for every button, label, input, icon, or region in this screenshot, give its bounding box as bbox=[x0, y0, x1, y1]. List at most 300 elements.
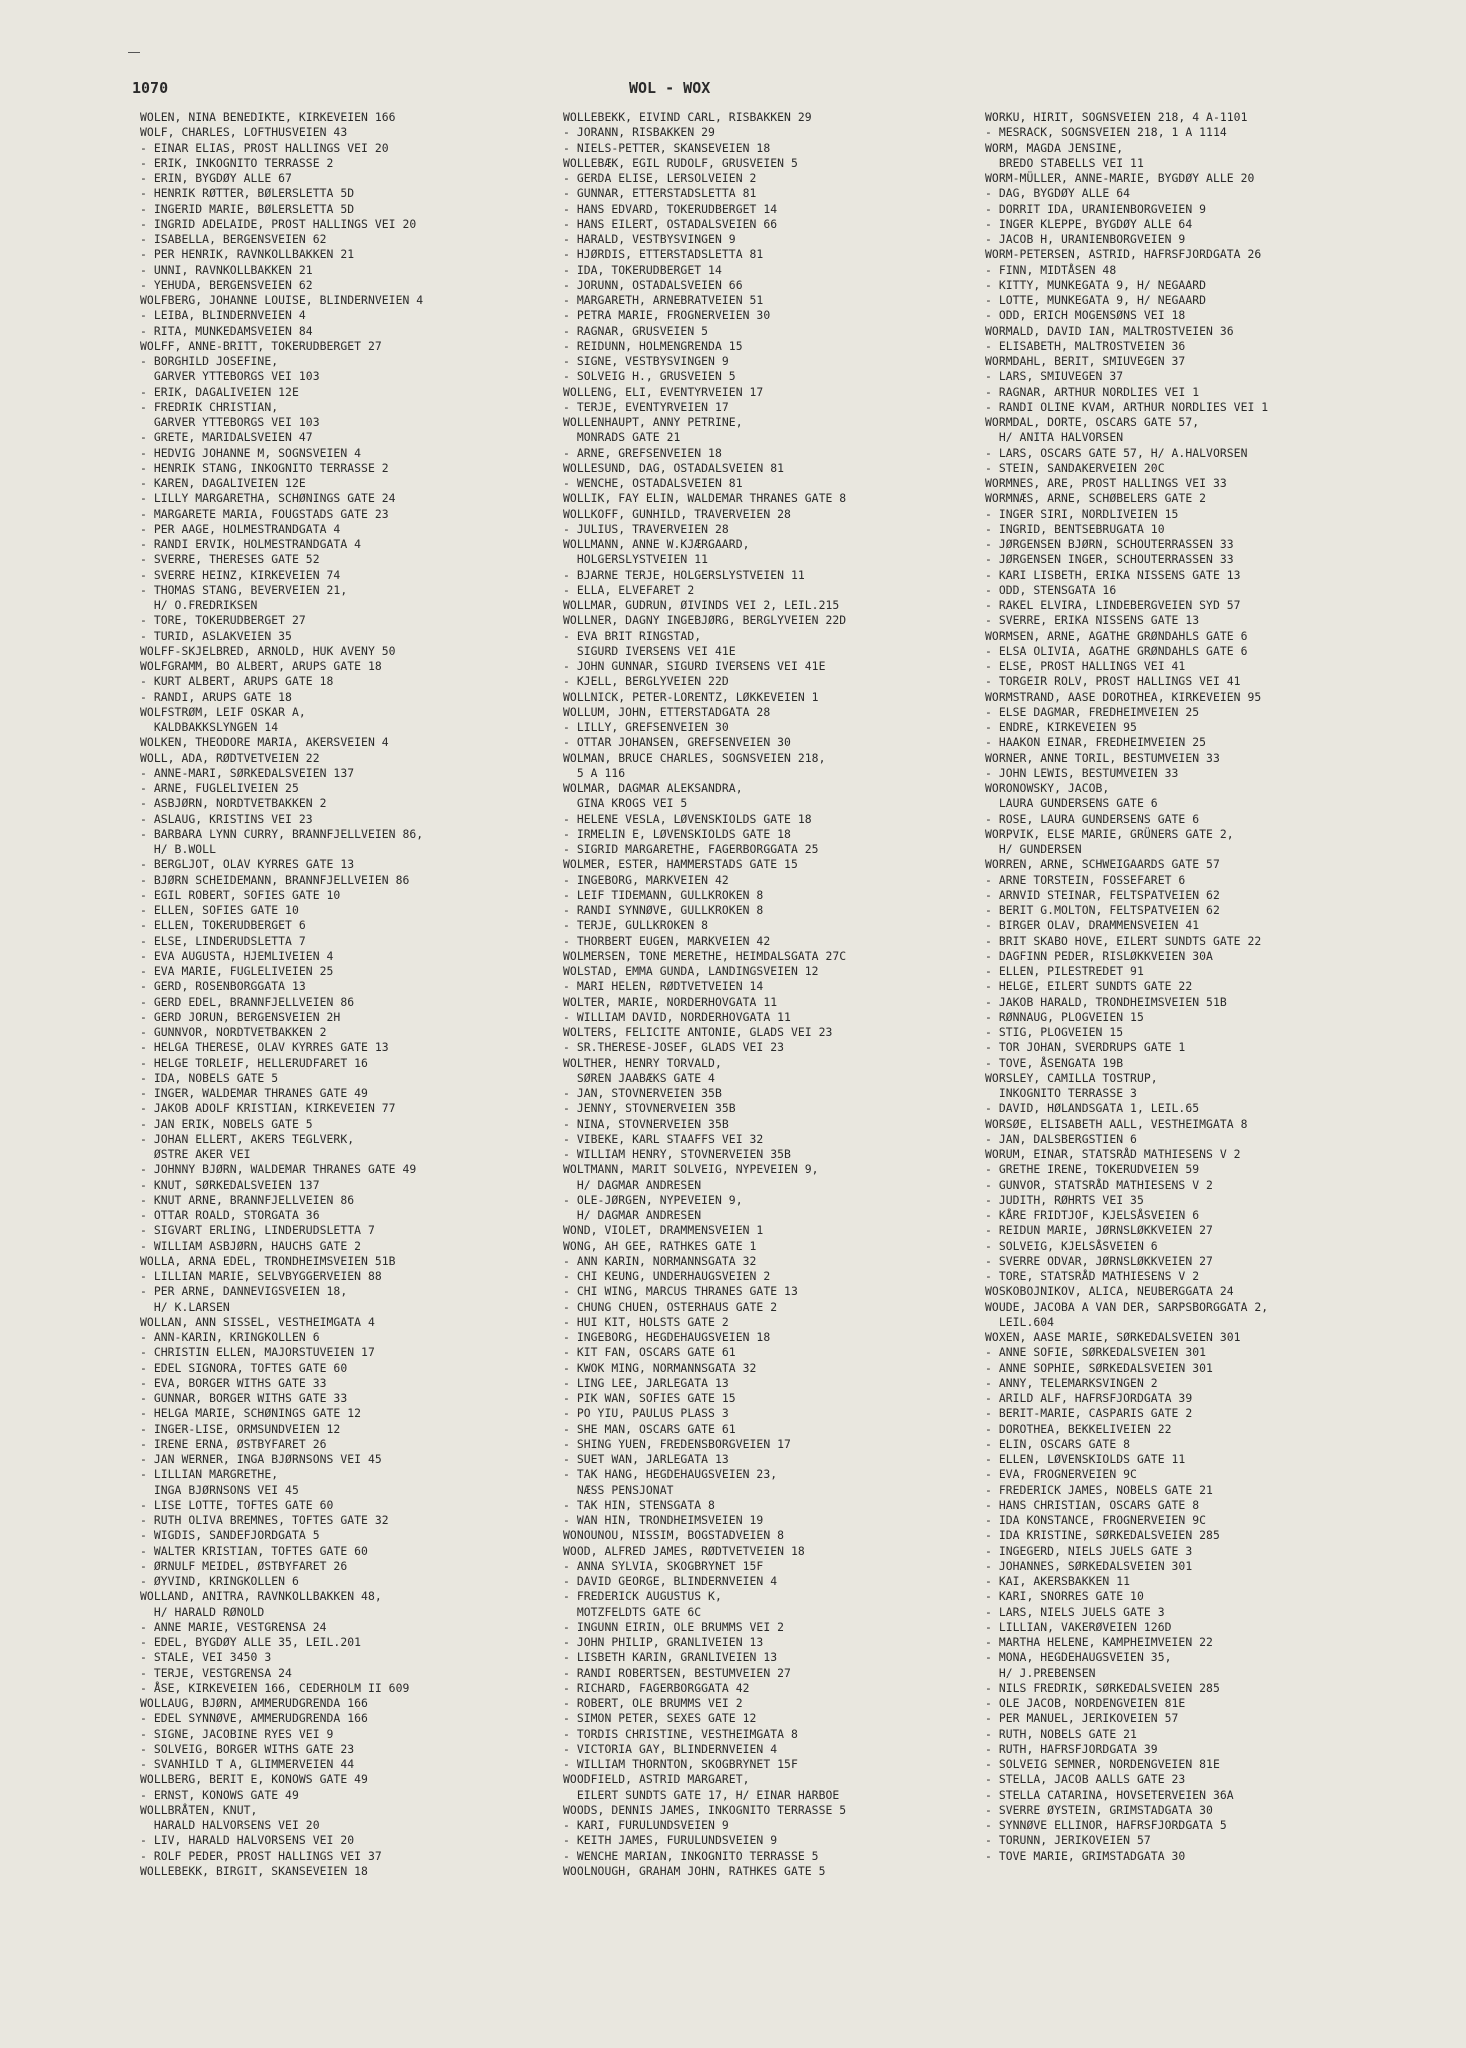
directory-entry: - LISE LOTTE, TOFTES GATE 60 bbox=[140, 1497, 334, 1512]
directory-entry: - INGUNN EIRIN, OLE BRUMMS VEI 2 bbox=[563, 1619, 785, 1634]
directory-entry: - WAN HIN, TRONDHEIMSVEIEN 19 bbox=[563, 1513, 764, 1527]
directory-entry: - EVA, BORGER WITHS GATE 33 bbox=[140, 1375, 327, 1390]
directory-entry: - WILLIAM DAVID, NORDERHOVGATA 11 bbox=[563, 1009, 791, 1024]
directory-entry: - LEIF TIDEMANN, GULLKROKEN 8 bbox=[563, 887, 764, 902]
directory-entry: - ÅSE, KIRKEVEIEN 166, CEDERHOLM II 609 bbox=[140, 1680, 410, 1695]
directory-entry: - IDA KRISTINE, SØRKEDALSVEIEN 285 bbox=[985, 1528, 1220, 1543]
directory-entry: - ANNE MARIE, VESTGRENSA 24 bbox=[140, 1619, 327, 1634]
directory-entry: GARVER YTTEBORGS VEI 103 bbox=[140, 415, 320, 429]
directory-entry: - STELLA, JACOB AALLS GATE 23 bbox=[985, 1772, 1186, 1787]
directory-entry: - HANS EDVARD, TOKERUDBERGET 14 bbox=[563, 201, 778, 216]
directory-entry: - GERD JORUN, BERGENSVEIEN 2H bbox=[140, 1009, 341, 1024]
directory-entry: - LILLY MARGARETHA, SCHØNINGS GATE 24 bbox=[140, 491, 396, 506]
directory-entry: KALDBAKKSLYNGEN 14 bbox=[140, 720, 279, 734]
directory-entry: - KWOK MING, NORMANNSGATA 32 bbox=[563, 1360, 757, 1375]
directory-entry: - JORUNN, OSTADALSVEIEN 66 bbox=[563, 277, 743, 292]
directory-entry: - INGERID MARIE, BØLERSLETTA 5D bbox=[140, 201, 355, 216]
directory-entry: - RAGNAR, GRUSVEIEN 5 bbox=[563, 323, 709, 338]
directory-entry: - KEITH JAMES, FURULUNDSVEIEN 9 bbox=[563, 1833, 778, 1848]
directory-entry: WOLLNER, DAGNY INGEBJØRG, BERGLYVEIEN 22D bbox=[563, 613, 847, 628]
directory-entry: - DAVID, HØLANDSGATA 1, LEIL.65 bbox=[985, 1101, 1200, 1116]
directory-entry: - JAN, DALSBERGSTIEN 6 bbox=[985, 1131, 1137, 1146]
directory-entry: - RUTH, NOBELS GATE 21 bbox=[985, 1726, 1137, 1741]
directory-entry: - JACOB H, URANIENBORGVEIEN 9 bbox=[985, 232, 1186, 246]
directory-entry: WOLLEBEKK, EIVIND CARL, RISBAKKEN 29 bbox=[563, 110, 812, 124]
directory-entry: WOOD, ALFRED JAMES, RØDTVETVEIEN 18 bbox=[563, 1543, 805, 1558]
directory-entry: - INGRID, BENTSEBRUGATA 10 bbox=[985, 521, 1165, 536]
directory-entry: - JOHAN ELLERT, AKERS TEGLVERK, bbox=[140, 1131, 355, 1146]
directory-entry: NÆSS PENSJONAT bbox=[563, 1482, 674, 1497]
directory-entry: WORMSTRAND, AASE DOROTHEA, KIRKEVEIEN 95 bbox=[985, 689, 1262, 704]
directory-entry: - HANS EILERT, OSTADALSVEIEN 66 bbox=[563, 216, 778, 231]
directory-entry: - ROSE, LAURA GUNDERSENS GATE 6 bbox=[985, 811, 1200, 826]
directory-entry: - SUET WAN, JARLEGATA 13 bbox=[563, 1452, 729, 1466]
directory-entry: - WENCHE, OSTADALSVEIEN 81 bbox=[563, 476, 743, 490]
directory-entry: - INGER KLEPPE, BYGDØY ALLE 64 bbox=[985, 216, 1193, 231]
directory-entry: - SYNNØVE ELLINOR, HAFRSFJORDGATA 5 bbox=[985, 1818, 1227, 1832]
directory-entry: - LARS, SMIUVEGEN 37 bbox=[985, 369, 1124, 384]
directory-entry: WOLLKOFF, GUNHILD, TRAVERVEIEN 28 bbox=[563, 506, 791, 521]
directory-entry: - JENNY, STOVNERVEIEN 35B bbox=[563, 1101, 736, 1116]
directory-entry: WOLLMAR, GUDRUN, ØIVINDS VEI 2, LEIL.215 bbox=[563, 598, 840, 612]
directory-entry: - ARNVID STEINAR, FELTSPATVEIEN 62 bbox=[985, 887, 1220, 902]
directory-entry: WORMALD, DAVID IAN, MALTROSTVEIEN 36 bbox=[985, 323, 1234, 338]
directory-entry: WOLMAN, BRUCE CHARLES, SOGNSVEIEN 218, bbox=[563, 750, 826, 765]
directory-entry: WOLLIK, FAY ELIN, WALDEMAR THRANES GATE 8 bbox=[563, 491, 847, 506]
directory-entry: - LILLIAN MARGRETHE, bbox=[140, 1467, 279, 1482]
directory-entry: - ØRNULF MEIDEL, ØSTBYFARET 26 bbox=[140, 1558, 348, 1573]
directory-entry: - CHI WING, MARCUS THRANES GATE 13 bbox=[563, 1284, 798, 1299]
directory-entry: - ANNE-MARI, SØRKEDALSVEIEN 137 bbox=[140, 765, 355, 780]
directory-entry: - EVA, FROGNERVEIEN 9C bbox=[985, 1467, 1137, 1482]
directory-entry: - ROLF PEDER, PROST HALLINGS VEI 37 bbox=[140, 1848, 382, 1863]
directory-entry: - REIDUNN, HOLMENGRENDA 15 bbox=[563, 338, 743, 353]
directory-entry: - EVA BRIT RINGSTAD, bbox=[563, 628, 702, 643]
directory-entry: WOLFSTRØM, LEIF OSKAR A, bbox=[140, 704, 306, 719]
directory-entry: - RØNNAUG, PLOGVEIEN 15 bbox=[985, 1009, 1144, 1024]
directory-entry: - YEHUDA, BERGENSVEIEN 62 bbox=[140, 277, 313, 292]
directory-entry: GARVER YTTEBORGS VEI 103 bbox=[140, 369, 320, 384]
page-number: 1070 bbox=[132, 79, 169, 97]
directory-entry: - HARALD, VESTBYSVINGEN 9 bbox=[563, 232, 736, 246]
directory-entry: - JORANN, RISBAKKEN 29 bbox=[563, 125, 715, 140]
directory-entry: - RANDI ERVIK, HOLMESTRANDGATA 4 bbox=[140, 537, 362, 551]
directory-entry: - VICTORIA GAY, BLINDERNVEIEN 4 bbox=[563, 1741, 778, 1756]
directory-entry: - TERJE, GULLKROKEN 8 bbox=[563, 918, 709, 933]
directory-entry: - NIELS-PETTER, SKANSEVEIEN 18 bbox=[563, 140, 771, 155]
directory-entry: - EVA MARIE, FUGLELIVEIEN 25 bbox=[140, 964, 334, 978]
directory-entry: WOLLENG, ELI, EVENTYRVEIEN 17 bbox=[563, 384, 764, 399]
directory-entry: - IDA, TOKERUDBERGET 14 bbox=[563, 262, 722, 277]
directory-entry: - KARI, SNORRES GATE 10 bbox=[985, 1589, 1144, 1604]
directory-entry: - BIRGER OLAV, DRAMMENSVEIEN 41 bbox=[985, 918, 1200, 933]
directory-entry: - LOTTE, MUNKEGATA 9, H/ NEGAARD bbox=[985, 293, 1207, 307]
directory-entry: H/ GUNDERSEN bbox=[985, 842, 1082, 856]
directory-entry: - BERGLJOT, OLAV KYRRES GATE 13 bbox=[140, 857, 355, 872]
directory-entry: - GERD EDEL, BRANNFJELLVEIEN 86 bbox=[140, 994, 355, 1009]
directory-entry: - BJØRN SCHEIDEMANN, BRANNFJELLVEIEN 86 bbox=[140, 872, 410, 887]
directory-entry: - INGEBORG, HEGDEHAUGSVEIEN 18 bbox=[563, 1330, 771, 1344]
directory-entry: - PO YIU, PAULUS PLASS 3 bbox=[563, 1406, 729, 1421]
directory-entry: - GUNNVOR, NORDTVETBAKKEN 2 bbox=[140, 1025, 327, 1039]
directory-entry: - DAGFINN PEDER, RISLØKKVEIEN 30A bbox=[985, 948, 1213, 963]
directory-entry: WORMSEN, ARNE, AGATHE GRØNDAHLS GATE 6 bbox=[985, 628, 1248, 643]
directory-entry: - KAI, AKERSBAKKEN 11 bbox=[985, 1574, 1131, 1588]
directory-entry: - MARI HELEN, RØDTVETVEIEN 14 bbox=[563, 979, 764, 994]
directory-entry: - UNNI, RAVNKOLLBAKKEN 21 bbox=[140, 262, 313, 277]
directory-entry: WOND, VIOLET, DRAMMENSVEIEN 1 bbox=[563, 1223, 764, 1238]
directory-entry: - OLE-JØRGEN, NYPEVEIEN 9, bbox=[563, 1192, 743, 1207]
directory-entry: WOLFGRAMM, BO ALBERT, ARUPS GATE 18 bbox=[140, 659, 382, 673]
directory-entry: - KJELL, BERGLYVEIEN 22D bbox=[563, 674, 729, 689]
directory-entry: - ODD, ERICH MOGENSØNS VEI 18 bbox=[985, 308, 1186, 323]
directory-entry: WORSØE, ELISABETH AALL, VESTHEIMGATA 8 bbox=[985, 1116, 1248, 1131]
directory-entry: - JØRGENSEN BJØRN, SCHOUTERRASSEN 33 bbox=[985, 537, 1234, 551]
directory-entry: - SR.THERESE-JOSEF, GLADS VEI 23 bbox=[563, 1040, 785, 1055]
directory-entry: - ROBERT, OLE BRUMMS VEI 2 bbox=[563, 1696, 743, 1710]
directory-entry: - GUNVOR, STATSRÅD MATHIESENS V 2 bbox=[985, 1177, 1213, 1192]
directory-entry: - JOHN PHILIP, GRANLIVEIEN 13 bbox=[563, 1635, 764, 1649]
directory-entry: - KURT ALBERT, ARUPS GATE 18 bbox=[140, 674, 334, 689]
directory-entry: - LIV, HARALD HALVORSENS VEI 20 bbox=[140, 1833, 355, 1848]
directory-entry: - BARBARA LYNN CURRY, BRANNFJELLVEIEN 86, bbox=[140, 826, 424, 841]
directory-entry: - EINAR ELIAS, PROST HALLINGS VEI 20 bbox=[140, 140, 389, 155]
directory-entry: MONRADS GATE 21 bbox=[563, 430, 681, 445]
directory-entry: - KNUT, SØRKEDALSVEIEN 137 bbox=[140, 1177, 320, 1192]
directory-entry: - MARTHA HELENE, KAMPHEIMVEIEN 22 bbox=[985, 1635, 1213, 1649]
directory-entry: - ERIN, BYGDØY ALLE 67 bbox=[140, 171, 292, 185]
directory-entry: - KARI, FURULUNDSVEIEN 9 bbox=[563, 1818, 729, 1832]
directory-entry: - SVERRE ØYSTEIN, GRIMSTADGATA 30 bbox=[985, 1802, 1213, 1817]
directory-entry: - PIK WAN, SOFIES GATE 15 bbox=[563, 1391, 736, 1405]
directory-entry: - LILLY, GREFSENVEIEN 30 bbox=[563, 720, 729, 734]
directory-entry: WOLLAN, ANN SISSEL, VESTHEIMGATA 4 bbox=[140, 1314, 375, 1329]
directory-entry: - SIGNE, JACOBINE RYES VEI 9 bbox=[140, 1726, 334, 1741]
directory-entry: - KARI LISBETH, ERIKA NISSENS GATE 13 bbox=[985, 567, 1241, 582]
directory-entry: - CHRISTIN ELLEN, MAJORSTUVEIEN 17 bbox=[140, 1345, 375, 1360]
directory-entry: WOXEN, AASE MARIE, SØRKEDALSVEIEN 301 bbox=[985, 1330, 1241, 1344]
directory-entry: - BERIT-MARIE, CASPARIS GATE 2 bbox=[985, 1406, 1193, 1421]
directory-entry: - IDA, NOBELS GATE 5 bbox=[140, 1070, 279, 1085]
directory-entry: - ØYVIND, KRINGKOLLEN 6 bbox=[140, 1574, 299, 1588]
directory-entry: - ERIK, DAGALIVEIEN 12E bbox=[140, 384, 299, 399]
directory-entry: - SIGNE, VESTBYSVINGEN 9 bbox=[563, 354, 729, 368]
directory-entry: - RICHARD, FAGERBORGGATA 42 bbox=[563, 1680, 750, 1695]
directory-entry: - REIDUN MARIE, JØRNSLØKKVEIEN 27 bbox=[985, 1223, 1213, 1238]
directory-entry: WORM-PETERSEN, ASTRID, HAFRSFJORDGATA 26 bbox=[985, 247, 1262, 262]
directory-entry: - RITA, MUNKEDAMSVEIEN 84 bbox=[140, 323, 313, 338]
directory-entry: - ODD, STENSGATA 16 bbox=[985, 582, 1117, 597]
directory-entry: 5 A 116 bbox=[563, 765, 626, 780]
directory-entry: - STALE, VEI 3450 3 bbox=[140, 1650, 272, 1665]
directory-entry: - DAVID GEORGE, BLINDERNVEIEN 4 bbox=[563, 1574, 778, 1588]
directory-entry: - ASBJØRN, NORDTVETBAKKEN 2 bbox=[140, 796, 327, 811]
directory-entry: SØREN JAABÆKS GATE 4 bbox=[563, 1070, 715, 1085]
directory-entry: - JAN WERNER, INGA BJØRNSONS VEI 45 bbox=[140, 1452, 382, 1466]
directory-entry: - SIGVART ERLING, LINDERUDSLETTA 7 bbox=[140, 1223, 375, 1238]
directory-entry: - ELSE, PROST HALLINGS VEI 41 bbox=[985, 659, 1186, 673]
directory-entry: - JAN ERIK, NOBELS GATE 5 bbox=[140, 1116, 313, 1131]
directory-entry: WOLL, ADA, RØDTVETVEIEN 22 bbox=[140, 750, 320, 765]
directory-entry: - HUI KIT, HOLSTS GATE 2 bbox=[563, 1314, 729, 1329]
directory-entry: - SVANHILD T A, GLIMMERVEIEN 44 bbox=[140, 1757, 355, 1771]
directory-entry: - SOLVEIG, KJELSÅSVEIEN 6 bbox=[985, 1238, 1158, 1253]
directory-entry: - ELSE, LINDERUDSLETTA 7 bbox=[140, 933, 306, 948]
directory-entry: - FREDERICK JAMES, NOBELS GATE 21 bbox=[985, 1482, 1213, 1497]
directory-entry: - PER HENRIK, RAVNKOLLBAKKEN 21 bbox=[140, 247, 355, 262]
directory-entry: WORMNÆS, ARNE, SCHØBELERS GATE 2 bbox=[985, 491, 1207, 506]
directory-entry: WOLLUM, JOHN, ETTERSTADGATA 28 bbox=[563, 704, 771, 719]
directory-entry: - IRMELIN E, LØVENSKIOLDS GATE 18 bbox=[563, 826, 791, 841]
directory-entry: - IDA KONSTANCE, FROGNERVEIEN 9C bbox=[985, 1513, 1207, 1527]
directory-entry: - JØRGENSEN INGER, SCHOUTERRASSEN 33 bbox=[985, 552, 1234, 567]
directory-entry: WOLFF, ANNE-BRITT, TOKERUDBERGET 27 bbox=[140, 338, 382, 353]
directory-entry: WOLLESUND, DAG, OSTADALSVEIEN 81 bbox=[563, 460, 785, 475]
directory-entry: INGA BJØRNSONS VEI 45 bbox=[140, 1482, 299, 1497]
directory-entry: - STIG, PLOGVEIEN 15 bbox=[985, 1025, 1124, 1039]
directory-entry: - SIGRID MARGARETHE, FAGERBORGGATA 25 bbox=[563, 842, 819, 856]
directory-entry: - KIT FAN, OSCARS GATE 61 bbox=[563, 1345, 736, 1360]
directory-entry: - PER ARNE, DANNEVIGSVEIEN 18, bbox=[140, 1284, 348, 1299]
directory-entry: - KÅRE FRIDTJOF, KJELSÅSVEIEN 6 bbox=[985, 1208, 1200, 1222]
directory-entry: - EGIL ROBERT, SOFIES GATE 10 bbox=[140, 887, 341, 902]
directory-entry: WOLLEBÆK, EGIL RUDOLF, GRUSVEIEN 5 bbox=[563, 155, 798, 170]
directory-entry: - ELIN, OSCARS GATE 8 bbox=[985, 1436, 1131, 1451]
directory-entry: - KAREN, DAGALIVEIEN 12E bbox=[140, 476, 306, 490]
directory-entry: - TAK HIN, STENSGATA 8 bbox=[563, 1497, 715, 1512]
directory-entry: - SOLVEIG, BORGER WITHS GATE 23 bbox=[140, 1741, 355, 1756]
directory-entry: - HENRIK RØTTER, BØLERSLETTA 5D bbox=[140, 186, 355, 201]
directory-entry: - HELGA THERESE, OLAV KYRRES GATE 13 bbox=[140, 1040, 389, 1055]
directory-entry: - GUNNAR, BORGER WITHS GATE 33 bbox=[140, 1391, 348, 1405]
directory-entry: WOLFF-SKJELBRED, ARNOLD, HUK AVENY 50 bbox=[140, 643, 396, 658]
directory-entry: - WILLIAM ASBJØRN, HAUCHS GATE 2 bbox=[140, 1238, 362, 1253]
directory-entry: - HENRIK STANG, INKOGNITO TERRASSE 2 bbox=[140, 460, 389, 475]
directory-entry: WOSKOBOJNIKOV, ALICA, NEUBERGGATA 24 bbox=[985, 1284, 1234, 1299]
directory-entry: - WALTER KRISTIAN, TOFTES GATE 60 bbox=[140, 1543, 368, 1558]
directory-entry: - JOHN LEWIS, BESTUMVEIEN 33 bbox=[985, 765, 1179, 780]
directory-entry: - SOLVEIG H., GRUSVEIEN 5 bbox=[563, 369, 736, 384]
directory-entry: WORONOWSKY, JACOB, bbox=[985, 781, 1110, 795]
directory-entry: - LARS, OSCARS GATE 57, H/ A.HALVORSEN bbox=[985, 445, 1248, 460]
directory-entry: WOLFBERG, JOHANNE LOUISE, BLINDERNVEIEN 4 bbox=[140, 293, 424, 307]
directory-entry: - WILLIAM HENRY, STOVNERVEIEN 35B bbox=[563, 1147, 791, 1161]
directory-entry: - EDEL, BYGDØY ALLE 35, LEIL.201 bbox=[140, 1635, 362, 1649]
directory-entry: - ARNE, GREFSENVEIEN 18 bbox=[563, 445, 722, 460]
directory-entry: - FREDERICK AUGUSTUS K, bbox=[563, 1589, 722, 1604]
directory-entry: WOLLA, ARNA EDEL, TRONDHEIMSVEIEN 51B bbox=[140, 1253, 396, 1268]
directory-entry: - INGER, WALDEMAR THRANES GATE 49 bbox=[140, 1086, 368, 1100]
directory-entry: - JOHANNES, SØRKEDALSVEIEN 301 bbox=[985, 1558, 1193, 1573]
directory-entry: - ELLEN, LØVENSKIOLDS GATE 11 bbox=[985, 1452, 1186, 1466]
directory-entry: WOLTER, MARIE, NORDERHOVGATA 11 bbox=[563, 994, 778, 1009]
directory-entry: WORPVIK, ELSE MARIE, GRÜNERS GATE 2, bbox=[985, 826, 1234, 841]
directory-entry: WOLLAND, ANITRA, RAVNKOLLBAKKEN 48, bbox=[140, 1589, 382, 1604]
directory-entry: - TURID, ASLAKVEIEN 35 bbox=[140, 628, 292, 643]
directory-entry: - TOVE, ÅSENGATA 19B bbox=[985, 1055, 1124, 1070]
directory-entry: - JAKOB ADOLF KRISTIAN, KIRKEVEIEN 77 bbox=[140, 1101, 396, 1116]
directory-entry: - IRENE ERNA, ØSTBYFARET 26 bbox=[140, 1436, 327, 1451]
directory-entry: WOLTMANN, MARIT SOLVEIG, NYPEVEIEN 9, bbox=[563, 1162, 819, 1177]
directory-entry: - ENDRE, KIRKEVEIEN 95 bbox=[985, 720, 1137, 734]
directory-entry: WOLTERS, FELICITE ANTONIE, GLADS VEI 23 bbox=[563, 1025, 833, 1039]
directory-entry: BREDO STABELLS VEI 11 bbox=[985, 155, 1144, 170]
directory-entry: - JAN, STOVNERVEIEN 35B bbox=[563, 1086, 722, 1100]
directory-entry: - LARS, NIELS JUELS GATE 3 bbox=[985, 1604, 1165, 1619]
directory-entry: - ISABELLA, BERGENSVEIEN 62 bbox=[140, 232, 327, 246]
directory-entry: - ANNE SOFIE, SØRKEDALSVEIEN 301 bbox=[985, 1345, 1207, 1360]
directory-entry: - EVA AUGUSTA, HJEMLIVEIEN 4 bbox=[140, 948, 334, 963]
directory-entry: - LEIBA, BLINDERNVEIEN 4 bbox=[140, 308, 306, 323]
directory-entry: - DORRIT IDA, URANIENBORGVEIEN 9 bbox=[985, 201, 1207, 216]
directory-entry: WOLLENHAUPT, ANNY PETRINE, bbox=[563, 415, 743, 429]
directory-entry: - THOMAS STANG, BEVERVEIEN 21, bbox=[140, 582, 348, 597]
directory-entry: WOLLEBEKK, BIRGIT, SKANSEVEIEN 18 bbox=[140, 1863, 368, 1878]
directory-entry: - TORDIS CHRISTINE, VESTHEIMGATA 8 bbox=[563, 1726, 798, 1741]
directory-entry: - WIGDIS, SANDEFJORDGATA 5 bbox=[140, 1528, 320, 1543]
directory-entry: - KNUT ARNE, BRANNFJELLVEIEN 86 bbox=[140, 1192, 355, 1207]
directory-entry: WORM-MÜLLER, ANNE-MARIE, BYGDØY ALLE 20 bbox=[985, 171, 1255, 185]
directory-entry: - HEDVIG JOHANNE M, SOGNSVEIEN 4 bbox=[140, 445, 362, 460]
directory-entry: - ARILD ALF, HAFRSFJORDGATA 39 bbox=[985, 1391, 1193, 1405]
directory-entry: - OTTAR JOHANSEN, GREFSENVEIEN 30 bbox=[563, 735, 791, 750]
directory-entry: H/ DAGMAR ANDRESEN bbox=[563, 1177, 702, 1192]
directory-entry: - STELLA CATARINA, HOVSETERVEIEN 36A bbox=[985, 1787, 1234, 1802]
directory-entry: WORSLEY, CAMILLA TOSTRUP, bbox=[985, 1070, 1158, 1085]
directory-entry: - RANDI, ARUPS GATE 18 bbox=[140, 689, 292, 704]
directory-entry: - ERNST, KONOWS GATE 49 bbox=[140, 1787, 299, 1802]
directory-entry: - ERIK, INKOGNITO TERRASSE 2 bbox=[140, 155, 334, 170]
directory-entry: - NINA, STOVNERVEIEN 35B bbox=[563, 1116, 729, 1131]
directory-entry: - CHUNG CHUEN, OSTERHAUS GATE 2 bbox=[563, 1299, 778, 1314]
directory-entry: - LING LEE, JARLEGATA 13 bbox=[563, 1375, 729, 1390]
directory-entry: WORREN, ARNE, SCHWEIGAARDS GATE 57 bbox=[985, 857, 1220, 872]
directory-entry: ØSTRE AKER VEI bbox=[140, 1147, 251, 1161]
directory-entry: WOLKEN, THEODORE MARIA, AKERSVEIEN 4 bbox=[140, 735, 389, 750]
directory-entry: - SHING YUEN, FREDENSBORGVEIEN 17 bbox=[563, 1436, 791, 1451]
directory-entry: - JOHN GUNNAR, SIGURD IVERSENS VEI 41E bbox=[563, 659, 826, 673]
directory-entry: WOLLBERG, BERIT E, KONOWS GATE 49 bbox=[140, 1772, 368, 1787]
directory-entry: - RAGNAR, ARTHUR NORDLIES VEI 1 bbox=[985, 384, 1200, 399]
directory-entry: - EDEL SYNNØVE, AMMERUDGRENDA 166 bbox=[140, 1711, 368, 1726]
directory-entry: WORM, MAGDA JENSINE, bbox=[985, 140, 1124, 155]
directory-entry: LEIL.604 bbox=[985, 1314, 1055, 1329]
directory-entry: HOLGERSLYSTVEIEN 11 bbox=[563, 552, 709, 567]
directory-entry: - HANS CHRISTIAN, OSCARS GATE 8 bbox=[985, 1497, 1200, 1512]
directory-entry: - SOLVEIG SEMNER, NORDENGVEIEN 81E bbox=[985, 1757, 1220, 1771]
directory-entry: - GRETHE IRENE, TOKERUDVEIEN 59 bbox=[985, 1162, 1200, 1177]
directory-entry: - HAAKON EINAR, FREDHEIMVEIEN 25 bbox=[985, 735, 1207, 750]
directory-entry: H/ B.WOLL bbox=[140, 842, 216, 856]
directory-entry: - BERIT G.MOLTON, FELTSPATVEIEN 62 bbox=[985, 903, 1220, 917]
directory-entry: - RANDI OLINE KVAM, ARTHUR NORDLIES VEI 1 bbox=[985, 399, 1269, 414]
directory-entry: - GRETE, MARIDALSVEIEN 47 bbox=[140, 430, 313, 445]
directory-entry: - ELSA OLIVIA, AGATHE GRØNDAHLS GATE 6 bbox=[985, 643, 1248, 658]
directory-entry: - ELLEN, PILESTREDET 91 bbox=[985, 964, 1144, 978]
directory-entry: - ARNE, FUGLELIVEIEN 25 bbox=[140, 781, 299, 795]
directory-entry: - JOHNNY BJØRN, WALDEMAR THRANES GATE 49 bbox=[140, 1162, 417, 1177]
directory-entry: - TORGEIR ROLV, PROST HALLINGS VEI 41 bbox=[985, 674, 1241, 689]
directory-entry: - ASLAUG, KRISTINS VEI 23 bbox=[140, 811, 313, 826]
directory-entry: - INGEBORG, MARKVEIEN 42 bbox=[563, 872, 729, 887]
directory-entry: - PER AAGE, HOLMESTRANDGATA 4 bbox=[140, 521, 341, 536]
directory-entry: - ELSE DAGMAR, FREDHEIMVEIEN 25 bbox=[985, 704, 1200, 719]
directory-entry: - GERD, ROSENBORGGATA 13 bbox=[140, 979, 306, 994]
directory-entry: WOLF, CHARLES, LOFTHUSVEIEN 43 bbox=[140, 125, 348, 140]
directory-entry: - FREDRIK CHRISTIAN, bbox=[140, 399, 279, 414]
directory-entry: WOOLNOUGH, GRAHAM JOHN, RATHKES GATE 5 bbox=[563, 1863, 826, 1878]
directory-entry: - RANDI ROBERTSEN, BESTUMVEIEN 27 bbox=[563, 1665, 791, 1680]
directory-entry: H/ DAGMAR ANDRESEN bbox=[563, 1208, 702, 1222]
directory-entry: - ANNE SOPHIE, SØRKEDALSVEIEN 301 bbox=[985, 1360, 1213, 1375]
directory-entry: WOUDE, JACOBA A VAN DER, SARPSBORGGATA 2, bbox=[985, 1299, 1269, 1314]
directory-entry: - MARGARETE MARIA, FOUGSTADS GATE 23 bbox=[140, 506, 389, 521]
directory-entry: - TOVE MARIE, GRIMSTADGATA 30 bbox=[985, 1848, 1186, 1863]
directory-entry: - RUTH OLIVA BREMNES, TOFTES GATE 32 bbox=[140, 1513, 389, 1527]
directory-entry: - THORBERT EUGEN, MARKVEIEN 42 bbox=[563, 933, 771, 948]
directory-entry: - ANNA SYLVIA, SKOGBRYNET 15F bbox=[563, 1558, 764, 1573]
directory-entry: - ELISABETH, MALTROSTVEIEN 36 bbox=[985, 338, 1186, 353]
directory-column-1 bbox=[140, 110, 555, 1879]
directory-entry: WOLSTAD, EMMA GUNDA, LANDINGSVEIEN 12 bbox=[563, 964, 819, 978]
directory-entry: - INGER-LISE, ORMSUNDVEIEN 12 bbox=[140, 1421, 341, 1436]
running-head: WOL - WOX bbox=[629, 79, 711, 97]
directory-entry: - CHI KEUNG, UNDERHAUGSVEIEN 2 bbox=[563, 1269, 771, 1283]
directory-entry: - TAK HANG, HEGDEHAUGSVEIEN 23, bbox=[563, 1467, 778, 1482]
directory-entry: - TERJE, EVENTYRVEIEN 17 bbox=[563, 399, 729, 414]
directory-entry: WORKU, HIRIT, SOGNSVEIEN 218, 4 A-1101 bbox=[985, 110, 1248, 124]
directory-entry: - STEIN, SANDAKERVEIEN 20C bbox=[985, 460, 1165, 475]
directory-entry: - ANNY, TELEMARKSVINGEN 2 bbox=[985, 1375, 1158, 1390]
directory-entry: HARALD HALVORSENS VEI 20 bbox=[140, 1818, 320, 1832]
directory-entry: - HJØRDIS, ETTERSTADSLETTA 81 bbox=[563, 247, 764, 262]
directory-entry: H/ HARALD RØNOLD bbox=[140, 1604, 265, 1619]
directory-entry: GINA KROGS VEI 5 bbox=[563, 796, 688, 811]
directory-entry: WOLLAUG, BJØRN, AMMERUDGRENDA 166 bbox=[140, 1696, 368, 1710]
directory-entry: - GUNNAR, ETTERSTADSLETTA 81 bbox=[563, 186, 757, 201]
directory-entry: EILERT SUNDTS GATE 17, H/ EINAR HARBOE bbox=[563, 1787, 840, 1802]
directory-entry: H/ J.PREBENSEN bbox=[985, 1665, 1096, 1680]
directory-entry: WOLEN, NINA BENEDIKTE, KIRKEVEIEN 166 bbox=[140, 110, 396, 124]
directory-entry: WORUM, EINAR, STATSRÅD MATHIESENS V 2 bbox=[985, 1147, 1241, 1161]
directory-entry: - LILLIAN, VAKERØVEIEN 126D bbox=[985, 1619, 1172, 1634]
directory-entry: - RANDI SYNNØVE, GULLKROKEN 8 bbox=[563, 903, 764, 917]
directory-entry: WOLLNICK, PETER-LORENTZ, LØKKEVEIEN 1 bbox=[563, 689, 819, 704]
directory-entry: - PETRA MARIE, FROGNERVEIEN 30 bbox=[563, 308, 771, 323]
directory-entry: - MONA, HEGDEHAUGSVEIEN 35, bbox=[985, 1650, 1172, 1665]
directory-entry: - LILLIAN MARIE, SELVBYGGERVEIEN 88 bbox=[140, 1269, 382, 1283]
directory-entry: - ELLEN, TOKERUDBERGET 6 bbox=[140, 918, 306, 933]
directory-entry: - WENCHE MARIAN, INKOGNITO TERRASSE 5 bbox=[563, 1848, 819, 1863]
directory-entry: - ANN-KARIN, KRINGKOLLEN 6 bbox=[140, 1330, 320, 1344]
directory-entry: - OLE JACOB, NORDENGVEIEN 81E bbox=[985, 1696, 1186, 1710]
directory-entry: - BJARNE TERJE, HOLGERSLYSTVEIEN 11 bbox=[563, 567, 805, 582]
directory-column-2 bbox=[563, 110, 978, 1879]
directory-entry: WOLLBRÅTEN, KNUT, bbox=[140, 1802, 258, 1817]
directory-entry: - HELGE, EILERT SUNDTS GATE 22 bbox=[985, 979, 1193, 994]
directory-entry: - INGEGERD, NIELS JUELS GATE 3 bbox=[985, 1543, 1193, 1558]
directory-entry: - EDEL SIGNORA, TOFTES GATE 60 bbox=[140, 1360, 348, 1375]
directory-entry: - PER MANUEL, JERIKOVEIEN 57 bbox=[985, 1711, 1179, 1726]
margin-mark bbox=[128, 52, 140, 53]
directory-entry: - JULIUS, TRAVERVEIEN 28 bbox=[563, 521, 729, 536]
directory-entry: H/ O.FREDRIKSEN bbox=[140, 598, 258, 612]
directory-entry: LAURA GUNDERSENS GATE 6 bbox=[985, 796, 1158, 811]
directory-entry: WORMNES, ARE, PROST HALLINGS VEI 33 bbox=[985, 476, 1227, 490]
directory-entry: - VIBEKE, KARL STAAFFS VEI 32 bbox=[563, 1131, 764, 1146]
directory-entry: - BORGHILD JOSEFINE, bbox=[140, 354, 279, 368]
directory-entry: - SVERRE, ERIKA NISSENS GATE 13 bbox=[985, 613, 1200, 628]
